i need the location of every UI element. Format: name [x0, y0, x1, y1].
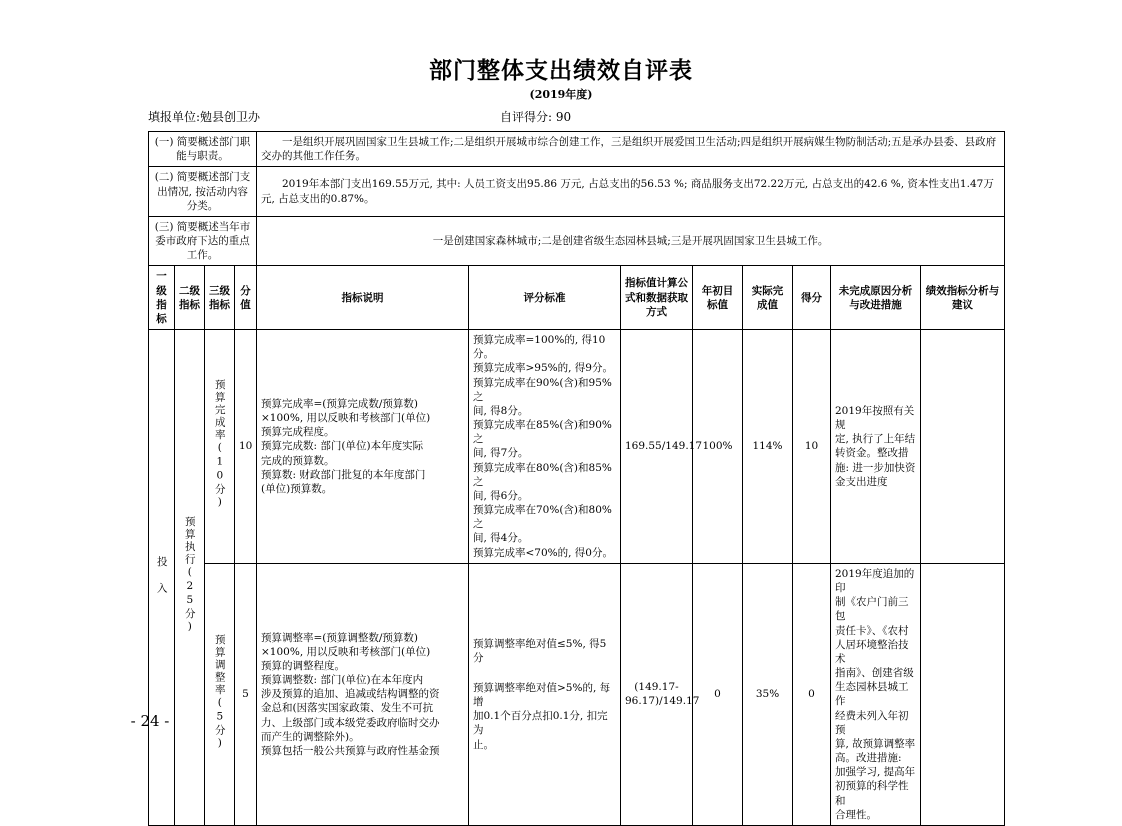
- level3-text: 预算调整率(5分): [213, 633, 226, 751]
- report-unit: 填报单位:勉县创卫办: [148, 110, 261, 124]
- header-scoring-standard: 评分标准: [469, 266, 621, 330]
- desc-value-2: 2019年本部门支出169.55万元, 其中: 人员工资支出95.86 万元, 占总支出的56.53 %; 商品服务支出72.22万元, 占总支出的42.6 %, 资本性支出1.47万元, 占总支出的0.87%。: [257, 167, 1005, 217]
- cell-indicator-desc: [257, 563, 469, 825]
- line: 加0.1个百分点扣0.1分, 扣完为: [473, 710, 608, 737]
- desc-value-3: 一是创建国家森林城市;二是创建省级生态园林县城;三是开展巩固国家卫生县城工作。: [257, 216, 1005, 266]
- line: 预算完成率在85%(含)和90%之: [473, 419, 612, 446]
- desc-value-1: 一是组织开展巩固国家卫生县城工作;二是组织开展城市综合创建工作，三是组织开展爱国卫生活动;四是组织开展病媒生物防制活动;五是承办县委、县政府交办的其他工作任务。: [257, 132, 1005, 167]
- header-level3: 三级指标: [205, 266, 235, 330]
- level2-text: 预算执行(25分): [183, 516, 196, 635]
- line: 间, 得6分。: [473, 489, 529, 502]
- table-row: [149, 216, 1005, 266]
- line: 加强学习, 提高年: [835, 766, 916, 779]
- cell-level3: [205, 563, 235, 825]
- cell-score-value: 5: [235, 563, 257, 825]
- header-score-value: 分值: [235, 266, 257, 330]
- line: 初预算的科学性和: [835, 780, 909, 807]
- cell-got-score: 0: [793, 563, 831, 825]
- line: 定, 执行了上年结: [835, 433, 916, 446]
- line: 预算包括一般公共预算与政府性基金预: [261, 744, 440, 757]
- line: 力、上级部门或本级党委政府临时交办: [261, 716, 440, 729]
- line: 完成的预算数。: [261, 454, 335, 467]
- line: 预算调整率绝对值>5%的, 每增: [473, 681, 611, 709]
- line: 间, 得8分。: [473, 404, 529, 417]
- cell-scoring-standard: [469, 330, 621, 564]
- table-row: [149, 563, 1005, 825]
- line: 预算完成率>95%的, 得9分。: [473, 362, 613, 375]
- line: ×100%, 用以反映和考核部门(单位): [261, 645, 431, 658]
- table-row: [149, 167, 1005, 217]
- line: 2019年度追加的印: [835, 567, 915, 594]
- line: [473, 665, 616, 681]
- header-formula: 指标值计算公式和数据获取方式: [621, 266, 693, 330]
- line: 2019年按照有关规: [835, 404, 915, 432]
- line: 预算调整数: 部门(单位)在本年度内: [261, 674, 424, 687]
- line: 预算完成率<70%的, 得0分。: [473, 546, 613, 559]
- cell-performance-advice: [921, 563, 1005, 825]
- line: 预算完成率在80%(含)和85%之: [473, 461, 612, 488]
- line: 预算完成数: 部门(单位)本年度实际: [261, 440, 424, 453]
- header-level1: 一级指标: [149, 266, 175, 330]
- line: 金总和(因落实国家政策、发生不可抗: [261, 702, 434, 715]
- line: 人居环境整治技术: [835, 638, 909, 665]
- line: (单位)预算数。: [261, 482, 333, 495]
- page-subtitle: (2019年度): [529, 88, 593, 101]
- cell-reason-analysis: [831, 563, 921, 825]
- cell-level3: [205, 330, 235, 564]
- cell-level1: [149, 330, 175, 826]
- line: 预算完成率在90%(含)和95%之: [473, 376, 612, 403]
- page-number: - 24 -: [130, 712, 170, 730]
- header-reason-analysis: 未完成原因分析与改进措施: [831, 266, 921, 330]
- line: 间, 得4分。: [473, 532, 529, 545]
- line: 指南》、创建省级: [835, 667, 914, 680]
- line: 预算完成程度。: [261, 426, 335, 439]
- cell-indicator-desc: [257, 330, 469, 564]
- header-actual: 实际完成值: [743, 266, 793, 330]
- line: 金支出进度: [835, 475, 888, 488]
- page-title: 部门整体支出绩效自评表: [429, 57, 693, 84]
- line: 而产生的调整除外)。: [261, 730, 360, 743]
- line: 预算完成率=100%的, 得10分。: [473, 334, 606, 361]
- level1-text: 投 入: [155, 555, 168, 595]
- level3-text: 预算完成率(10分): [213, 378, 226, 510]
- line: 预算数: 财政部门批复的本年度部门: [261, 468, 426, 481]
- line: 止。: [473, 738, 494, 751]
- table-row: [149, 132, 1005, 167]
- line: 制《农户门前三包: [835, 596, 909, 623]
- line: 经费未列入年初预: [835, 709, 909, 736]
- desc-label-3: (三) 简要概述当年市委市政府下达的重点工作。: [149, 216, 257, 266]
- cell-got-score: 10: [793, 330, 831, 564]
- line: 施: 进一步加快资: [835, 461, 916, 474]
- line: 预算调整率=(预算调整数/预算数): [261, 631, 419, 644]
- line: 责任卡》、《农村: [835, 624, 909, 637]
- line: 预算完成率=(预算完成数/预算数): [261, 397, 419, 410]
- desc-label-2: (二) 简要概述部门支出情况, 按活动内容分类。: [149, 167, 257, 217]
- line: 间, 得7分。: [473, 447, 529, 460]
- header-got-score: 得分: [793, 266, 831, 330]
- line: 预算调整率绝对值≤5%, 得5分: [473, 637, 607, 665]
- header-indicator-desc: 指标说明: [257, 266, 469, 330]
- desc-label-1: (一) 简要概述部门职能与职责。: [149, 132, 257, 167]
- cell-score-value: 10: [235, 330, 257, 564]
- table-row: [149, 330, 1005, 564]
- line: 预算的调整程度。: [261, 659, 345, 672]
- line: 合理性。: [835, 808, 877, 821]
- header-year-target: 年初目标值: [693, 266, 743, 330]
- header-performance-advice: 绩效指标分析与建议: [921, 266, 1005, 330]
- cell-actual: 114%: [743, 330, 793, 564]
- cell-actual: 35%: [743, 563, 793, 825]
- header-level2: 二级指标: [175, 266, 205, 330]
- cell-formula: (149.17-96.17)/149.17: [621, 563, 693, 825]
- line: 高。改进措施:: [835, 752, 902, 765]
- table-header-row: [149, 266, 1005, 330]
- cell-level2: [175, 330, 205, 826]
- line: 转资金。整改措: [835, 447, 909, 460]
- cell-reason-analysis: [831, 330, 921, 564]
- line: ×100%, 用以反映和考核部门(单位): [261, 412, 431, 424]
- cell-year-target: 0: [693, 563, 743, 825]
- cell-formula: 169.55/149.17: [621, 330, 693, 564]
- line: 生态园林县城工作: [835, 681, 909, 708]
- cell-performance-advice: [921, 330, 1005, 564]
- line: 算, 故预算调整率: [835, 737, 916, 750]
- cell-year-target: 100%: [693, 330, 743, 564]
- line: 涉及预算的追加、追减或结构调整的资: [261, 688, 440, 701]
- self-score: 自评得分: 90: [500, 110, 572, 124]
- line: 预算完成率在70%(含)和80%之: [473, 504, 612, 531]
- cell-scoring-standard: [469, 563, 621, 825]
